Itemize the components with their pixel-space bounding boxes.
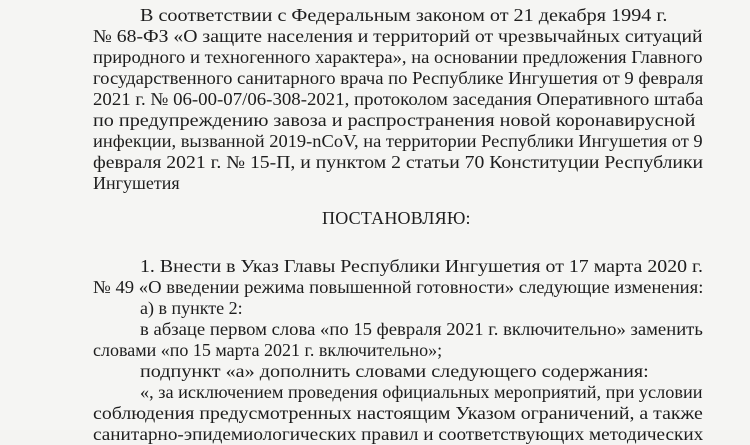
body-line-8: соблюдения предусмотренных настоящим Указом ограничений, а также bbox=[93, 403, 703, 423]
preamble-line-5: 2021 г. № 06-00-07/06-308-2021, протоколом заседания Оперативного штаба bbox=[93, 89, 704, 109]
decree-heading: ПОСТАНОВЛЯЮ: bbox=[322, 208, 471, 228]
preamble-line-1: В соответствии с Федеральным законом от 21 декабря 1994 г. bbox=[140, 5, 668, 25]
preamble-line-3: природного и техногенного характера», на основании предложения Главного bbox=[93, 47, 703, 67]
preamble-line-9: Ингушетия bbox=[93, 173, 180, 193]
body-line-2: № 49 «О введении режима повышенной готовности» следующие изменения: bbox=[93, 277, 704, 297]
body-line-6: подпункт «а» дополнить словами следующего содержания: bbox=[140, 361, 649, 381]
body-line-4: в абзаце первом слова «по 15 февраля 2021 г. включительно» заменить bbox=[140, 319, 703, 339]
body-line-1: 1. Внести в Указ Главы Республики Ингушетия от 17 марта 2020 г. bbox=[140, 256, 703, 276]
preamble-line-7: инфекции, вызванной 2019-nCoV, на территории Республики Ингушетия от 9 bbox=[93, 131, 703, 151]
body-line-5: словами «по 15 марта 2021 г. включительно»; bbox=[93, 340, 443, 360]
body-line-9: санитарно-эпидемиологических правил и соответствующих методических bbox=[93, 424, 704, 444]
body-line-7: «, за исключением проведения официальных мероприятий, при условии bbox=[140, 382, 703, 402]
preamble-line-2: № 68-ФЗ «О защите населения и территорий от чрезвычайных ситуаций bbox=[93, 26, 703, 46]
preamble-line-4: государственного санитарного врача по Республике Ингушетия от 9 февраля bbox=[93, 68, 704, 88]
preamble-line-8: февраля 2021 г. № 15-П, и пунктом 2 статьи 70 Конституции Республики bbox=[93, 152, 704, 172]
body-line-3: а) в пункте 2: bbox=[140, 298, 243, 318]
preamble-line-6: по предупреждению завоза и распространения новой коронавирусной bbox=[93, 110, 696, 130]
